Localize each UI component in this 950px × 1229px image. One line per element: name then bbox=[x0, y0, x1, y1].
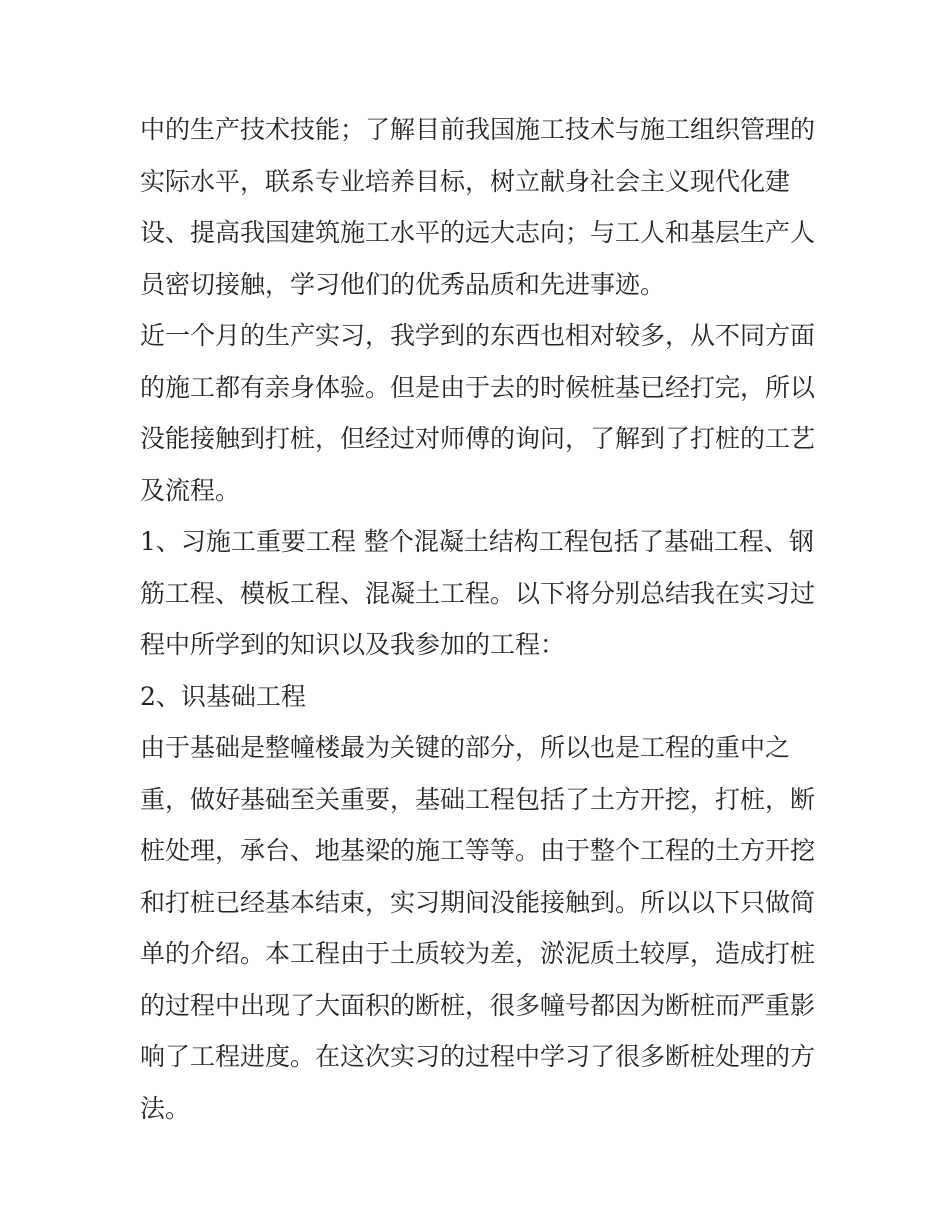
body-text bbox=[140, 104, 820, 1134]
text-line-17: 单的介绍。本工程由于土质较为差，淤泥质土较厚，造成打桩 bbox=[140, 939, 816, 968]
text-line-19: 响了工程进度。在这次实习的过程中学习了很多断桩处理的方 bbox=[140, 1042, 816, 1071]
text-line-16: 和打桩已经基本结束，实习期间没能接触到。所以以下只做简 bbox=[140, 887, 816, 917]
text-line-10: 筋工程、模板工程、混凝土工程。以下将分别总结我在实习过 bbox=[140, 578, 816, 608]
text-line-11: 程中所学到的知识以及我参加的工程： bbox=[140, 630, 566, 659]
text-line-2: 实际水平，联系专业培养目标，树立献身社会主义现代化建 bbox=[140, 166, 791, 196]
text-line-18: 的过程中出现了大面积的断桩，很多幢号都因为断桩而严重影 bbox=[140, 990, 816, 1020]
text-line-7: 没能接触到打桩，但经过对师傅的询问，了解到了打桩的工艺 bbox=[140, 424, 816, 453]
text-line-3: 设、提高我国建筑施工水平的远大志向；与工人和基层生产人 bbox=[140, 218, 816, 247]
text-line-14: 重，做好基础至关重要，基础工程包括了土方开挖，打桩，断 bbox=[140, 784, 816, 814]
text-line-8: 及流程。 bbox=[140, 475, 241, 505]
text-line-6: 的施工都有亲身体验。但是由于去的时候桩基已经打完，所以 bbox=[140, 372, 816, 402]
text-line-12: 2、识基础工程 bbox=[140, 681, 306, 711]
text-line-1: 中的生产技术技能；了解目前我国施工技术与施工组织管理的 bbox=[140, 115, 816, 144]
text-line-20: 法。 bbox=[140, 1093, 191, 1123]
text-line-9: 1、习施工重要工程 整个混凝土结构工程包括了基础工程、钢 bbox=[140, 527, 814, 556]
text-line-13: 由于基础是整幢楼最为关键的部分，所以也是工程的重中之 bbox=[140, 733, 791, 762]
text-line-5: 近一个月的生产实习，我学到的东西也相对较多，从不同方面 bbox=[140, 321, 816, 350]
text-line-15: 桩处理，承台、地基梁的施工等等。由于整个工程的土方开挖 bbox=[140, 836, 816, 865]
text-line-4: 员密切接触，学习他们的优秀品质和先进事迹。 bbox=[140, 269, 666, 299]
